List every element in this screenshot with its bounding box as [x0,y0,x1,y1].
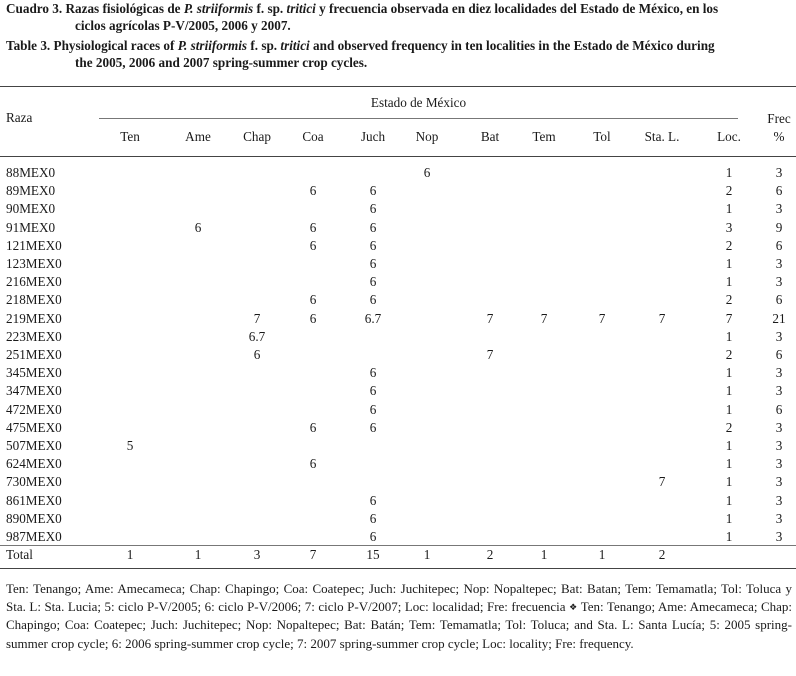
table-cell: 3 [253,547,261,562]
table-cell: 6 [369,237,377,253]
table-cell: 6 [369,201,377,217]
frec-cell: 3 [775,274,783,290]
caption-es-text-c: y frecuencia observada en diez localidades del Estado de México, en los [315,1,719,16]
table-cell: 1 [725,201,733,217]
group-header: Estado de México [370,95,467,110]
frec-cell: 6 [775,347,783,362]
column-header-tol: Tol [593,129,611,144]
caption-es-species: P. striiformis [183,1,254,16]
column-header-sta-l: Sta. L. [644,129,680,144]
caption-en-label: Table 3. [6,38,51,53]
column-header-nop: Nop [415,129,439,144]
frec-cell: 3 [775,474,783,490]
table-cell: 1 [598,547,606,562]
caption-es-line2: ciclos agrícolas P-V/2005, 2006 y 2007. [75,17,291,33]
frec-cell: 3 [775,456,783,472]
table-cell: 6 [369,183,377,199]
caption-en-text-b: f. sp. [247,38,281,53]
raza-cell: 861MEX0 [6,492,62,508]
frec-cell: 3 [775,419,783,435]
table-cell: 1 [725,492,733,508]
total-label: Total [6,547,33,562]
column-header-juch: Juch [360,129,386,144]
raza-header: Raza [6,110,33,125]
raza-cell: 121MEX0 [6,237,62,253]
table-cell: 6 [309,219,317,235]
raza-cell: 347MEX0 [6,383,62,399]
frec-cell: 6 [775,401,783,417]
footnote-separator-icon: ❖ [569,602,578,613]
frec-cell: 3 [775,529,783,544]
table-cell: 7 [658,310,666,326]
table-cell: 6 [369,292,377,308]
caption-es-variety: tritici [286,1,316,16]
footnote-spanish: Ten: Tenango; Ame: Amecameca; Chap: Chapingo; Coa: Coatepec; Juch: Juchitepec; Nop: Nopaltepec; Bat: Batan; Tem: Temamatla; Tol: Toluca y Sta. L: Sta. Lucia; 5: ciclo P-V/2005; 6: ciclo P-V/2006; 7: ciclo P-V/2007; Loc: localidad; Fre: frecuencia [6,581,792,615]
table-cell: 7 [540,310,548,326]
table-cell: 1 [725,383,733,399]
table-cell: 6 [309,456,317,472]
table-cell: 1 [194,547,202,562]
frec-cell: 6 [775,183,783,199]
table-cell: 1 [725,328,733,344]
frec-cell: 3 [775,492,783,508]
table-cell: 1 [725,401,733,417]
table-cell: 7 [486,347,494,362]
table-cell: 7 [309,547,317,562]
raza-cell: 223MEX0 [6,328,62,344]
table-cell: 2 [486,547,494,562]
table-cell: 6 [309,419,317,435]
table-cell: 1 [725,438,733,453]
table-cell: 6 [309,237,317,253]
table-cell: 6 [423,165,431,180]
table-cell: 1 [725,456,733,472]
frec-cell: 3 [775,510,783,526]
table-cell: 7 [725,310,733,326]
table-cell: 6 [253,347,261,362]
table-cell: 5 [126,438,134,453]
header-bottom-rule [0,156,796,157]
table-cell: 2 [725,292,733,308]
column-header-loc: Loc. [717,129,741,144]
frec-cell: 3 [775,365,783,381]
caption-en-line2: the 2005, 2006 and 2007 spring-summer crop cycles. [75,54,368,70]
frec-cell: 3 [775,328,783,344]
table-cell: 6 [369,219,377,235]
frec-header-top: Frec [767,111,791,126]
column-header-chap: Chap [243,129,271,144]
table-cell: 6.7 [364,310,382,326]
table-cell: 7 [253,310,261,326]
table-cell: 2 [725,419,733,435]
table-cell: 6 [194,219,202,235]
table-cell: 6 [369,529,377,544]
table-cell: 2 [658,547,666,562]
table-cell: 6 [369,401,377,417]
column-header-bat: Bat [480,129,500,144]
frec-cell: 3 [775,165,783,180]
table-cell: 1 [423,547,431,562]
table-cell: 6 [309,310,317,326]
caption-en-variety: tritici [280,38,310,53]
table-cell: 2 [725,237,733,253]
table-cell: 7 [658,474,666,490]
table-cell: 1 [725,510,733,526]
raza-cell: 251MEX0 [6,347,62,362]
frec-cell: 9 [775,219,783,235]
table-cell: 1 [725,529,733,544]
table-top-rule [0,86,796,87]
table-cell: 6 [369,383,377,399]
frec-cell: 6 [775,237,783,253]
table-cell: 6 [309,292,317,308]
raza-cell: 472MEX0 [6,401,62,417]
table-cell: 1 [725,165,733,180]
table-cell: 2 [725,183,733,199]
column-header-tem: Tem [532,129,556,144]
raza-cell: 730MEX0 [6,474,62,490]
table-cell: 1 [126,547,134,562]
table-cell: 6.7 [248,328,266,344]
raza-cell: 624MEX0 [6,456,62,472]
table-bottom-rule [0,568,796,569]
table-cell: 3 [725,219,733,235]
table-cell: 6 [369,365,377,381]
table-cell: 1 [725,474,733,490]
table-cell: 1 [725,365,733,381]
frec-cell: 6 [775,292,783,308]
column-header-ten: Ten [120,129,140,144]
raza-cell: 219MEX0 [6,310,62,326]
frec-cell: 3 [775,256,783,271]
frec-header-bottom: % [773,129,785,144]
raza-cell: 123MEX0 [6,256,62,271]
table-cell: 15 [366,547,380,562]
caption-en-text-c: and observed frequency in ten localities in the Estado de México during [309,38,715,53]
column-header-ame: Ame [185,129,211,144]
raza-cell: 216MEX0 [6,274,62,290]
caption-es-text-a: Razas fisiológicas de [65,1,184,16]
frec-cell: 3 [775,438,783,453]
table-cell: 1 [725,256,733,271]
table-cell: 7 [598,310,606,326]
frec-cell: 21 [772,310,786,326]
frec-cell: 3 [775,383,783,399]
caption-en-text-a: Physiological races of [53,38,178,53]
table-cell: 1 [540,547,548,562]
table-cell: 2 [725,347,733,362]
caption-es-text-b: f. sp. [253,1,287,16]
raza-cell: 507MEX0 [6,438,62,453]
column-header-coa: Coa [302,129,324,144]
table-cell: 6 [369,419,377,435]
caption-en-species: P. striiformis [177,38,248,53]
raza-cell: 88MEX0 [6,165,56,180]
frec-cell: 3 [775,201,783,217]
raza-cell: 890MEX0 [6,510,62,526]
table-cell: 1 [725,274,733,290]
table-cell: 6 [369,510,377,526]
table-cell: 6 [369,274,377,290]
caption-english [6,38,792,71]
raza-cell: 89MEX0 [6,183,56,199]
table-cell: 6 [309,183,317,199]
caption-spanish [6,1,792,34]
table-cell: 6 [369,492,377,508]
caption-es-label: Cuadro 3. [6,1,63,16]
table-cell: 7 [486,310,494,326]
raza-cell: 91MEX0 [6,219,56,235]
raza-cell: 345MEX0 [6,365,62,381]
raza-cell: 90MEX0 [6,201,56,217]
raza-cell: 218MEX0 [6,292,62,308]
raza-cell: 475MEX0 [6,419,62,435]
footnote [6,580,792,653]
footnote-english: Ten: Tenango; Ame: Amecameca; Chap: Chapingo; Coa: Coatepec; Juch: Juchitepec; Nop: Nopaltepec; Bat: Batán; Tem: Temamatla; Tol: Toluca; and Sta. L: Santa Lucía; 5: 2005 spring-summer crop cycle; 6: 2006 spring-summer crop cycle; 7: 2007 spring-summer crop cycle; Loc: locality; Fre: frequency. [6,599,793,651]
group-header-rule [99,118,738,119]
raza-cell: 987MEX0 [6,529,62,544]
table-cell: 6 [369,256,377,271]
